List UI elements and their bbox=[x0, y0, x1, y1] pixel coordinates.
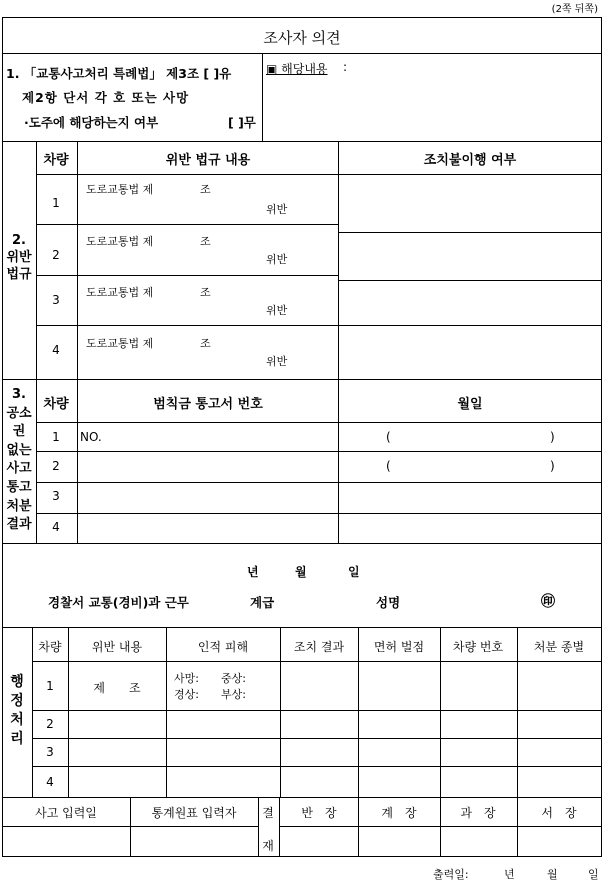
station-label: 경찰서 교통(경비)과 근무 bbox=[48, 595, 189, 610]
section2-label: 2. 위반 법규 bbox=[6, 233, 32, 282]
applicable-content-colon: : bbox=[343, 60, 348, 74]
section1-line3: ·도주에 해당하는지 여부 bbox=[24, 115, 159, 130]
printed-date-label: 출력일: bbox=[433, 868, 469, 881]
team-leader-label: 반 장 bbox=[301, 806, 337, 820]
section-chief-label: 계 장 bbox=[381, 806, 417, 820]
name-label: 성명 bbox=[376, 595, 401, 610]
date-month: 월 bbox=[295, 565, 307, 579]
approval-jae-label: 재 bbox=[262, 839, 274, 853]
page-note: (2쪽 뒤쪽) bbox=[551, 4, 598, 15]
section3-label: 3. 공소 권 없는 사고 통고 처분 결과 bbox=[6, 387, 32, 533]
stats-input-person-label: 통계원표 입력자 bbox=[151, 806, 237, 820]
divider bbox=[2, 53, 602, 54]
section2-header-num: 차량 bbox=[43, 153, 69, 168]
applicable-content-label: ▣ 해당내용 bbox=[266, 62, 328, 76]
section2-header-law: 위반 법규 내용 bbox=[165, 153, 251, 168]
section2-header-noncompliance: 조치불이행 여부 bbox=[423, 153, 517, 168]
seal-mark: ㊞ bbox=[541, 594, 555, 610]
section3-header-notice: 범칙금 통고서 번호 bbox=[153, 397, 263, 412]
section3-header-date: 월일 bbox=[457, 397, 483, 412]
form-title: 조사자 의견 bbox=[263, 29, 341, 47]
admin-label: 행 정 처 리 bbox=[10, 674, 24, 747]
station-chief-label: 서 장 bbox=[541, 806, 577, 820]
division-head-label: 과 장 bbox=[460, 806, 496, 820]
date-day: 일 bbox=[348, 565, 360, 579]
section3-header-num: 차량 bbox=[43, 397, 69, 412]
accident-input-date-label: 사고 입력일 bbox=[35, 806, 97, 820]
section1-line2: 제2항 단서 각 호 또는 사망 bbox=[22, 90, 190, 105]
section1-line1: 1. 「교통사고처리 특례법」 제3조 [ ]유 bbox=[6, 66, 232, 81]
section1-no-box: [ ]무 bbox=[228, 115, 256, 130]
rank-label: 계급 bbox=[250, 595, 275, 610]
date-year: 년 bbox=[247, 565, 259, 579]
approval-gyeol-label: 결 bbox=[262, 806, 274, 820]
